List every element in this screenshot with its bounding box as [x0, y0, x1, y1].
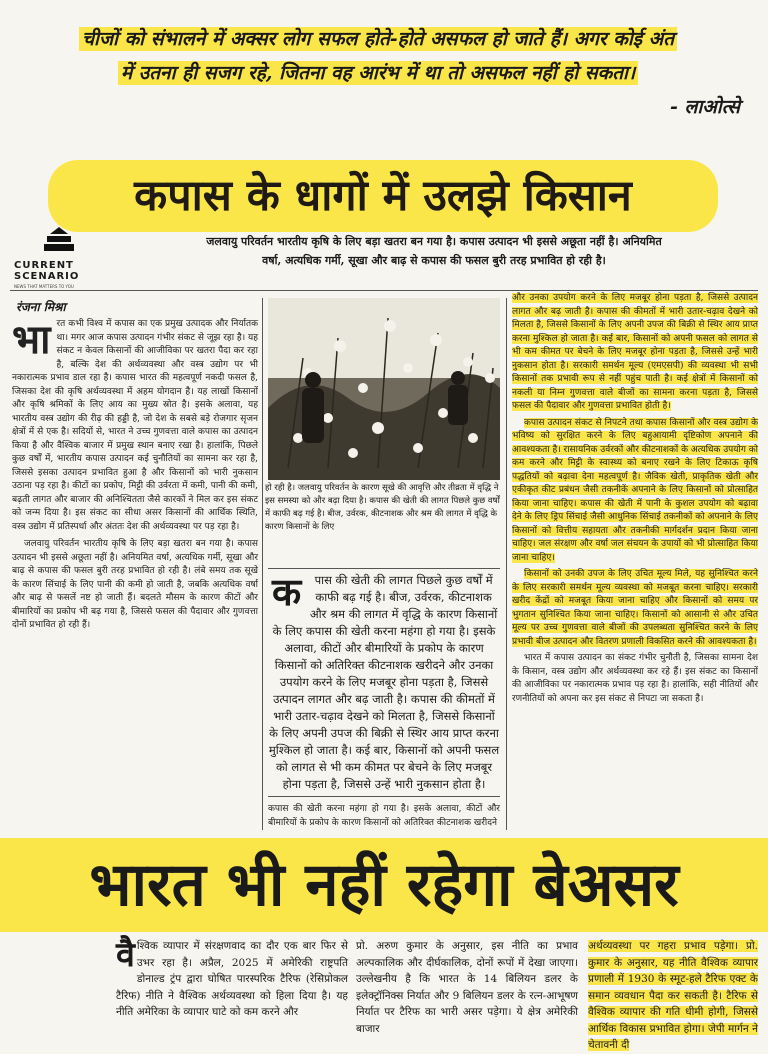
- quote-author: - लाओत्से: [669, 96, 740, 118]
- column-divider: [506, 298, 507, 830]
- deck-line-1: जलवायु परिवर्तन भारतीय कृषि के लिए बड़ा खतरा बन गया है। कपास उत्पादन भी इससे अछूता नहीं है। अनियमित: [206, 235, 662, 248]
- article-column-1: [12, 318, 258, 832]
- article-column-3: [512, 292, 758, 832]
- cotton-field-image: [268, 298, 500, 480]
- column-1-para-1: रत कभी विश्व में कपास का एक प्रमुख उत्पादक और निर्यातक था। मगर आज कपास उत्पादन गंभीर संकट से जूझ रहा है। यह संकट न केवल किसानों की आजीविका पर खतरा पैदा कर रहा है, बल्कि देश की अर्थव्यवस्था और वस्त्र उद्योग पर भी नकारात्मक प्रभाव डाल रहा है। कपास भारत की महत्वपूर्ण नकदी फसल है, जिसका देश की कृषि अर्थव्यवस्था में अहम योगदान है। यह लाखों किसानों और कृषि श्रमिकों के लिए आय का मुख्य स्रोत है। इसके अलावा, यह भारतीय वस्त्र उद्योग की रीढ़ की हड्डी है, जो देश के सबसे बड़े रोजगार सृजन क्षेत्रों में से एक है। सदियों से, भारत ने उच्च गुणवत्ता वाले कपास का उत्पादन किया है और वैश्विक बाजार में प्रमुख स्थान बनाए रखा है। हालांकि, पिछले कुछ वर्षों में, भारतीय कपास उत्पादन कई चुनौतियों का सामना कर रहा है, जिससे इसका उत्पादन प्रभावित हुआ है और किसानों को भारी नुकसान उठाना पड़ रहा है। कीटों का प्रकोप, मिट्टी की उर्वरता में कमी, पानी की कमी, बढ़ती लागत और बाजार की अनिश्चितता जैसे कारकों ने मिल कर इस संकट को जन्म दिया है। इस संकट का सीधा असर किसानों की आर्थिक स्थिति, वस्त्र उद्योग में प्रतिस्पर्धा और अंततः देश की अर्थव्यवस्था पर पड़ रहा है।: [12, 319, 258, 532]
- column-divider: [262, 298, 263, 830]
- divider: [268, 568, 500, 569]
- quote-line-1: चीजों को संभालने में अक्सर लोग सफल होते-होते असफल हो जाते हैं। अगर कोई अंत: [79, 27, 677, 51]
- drop-cap: भा: [12, 316, 51, 363]
- second-headline-banner: [0, 838, 768, 932]
- column-2-bottom-text: कपास की खेती करना महंगा हो गया है। इसके अलावा, कीटों और बीमारियों के प्रकोप के कारण किसानों को अतिरिक्त कीटनाशक खरीदने: [268, 804, 500, 828]
- column-1-para-2: जलवायु परिवर्तन भारतीय कृषि के लिए बड़ा खतरा बन गया है। कपास उत्पादन भी इससे अछूता नहीं है। अनियमित वर्षा, अत्यधिक गर्मी, सूखा और बाढ़ से कपास की फसल बुरी तरह प्रभावित हो रही है। लंबे समय तक सूखे के कारण सिंचाई के लिए पानी की कमी हो जाती है, जबकि अत्यधिक वर्षा और बाढ़ से फसलें नष्ट हो जाती हैं। बदलते मौसम के कारण कीटों और बीमारियों का प्रकोप भी बढ़ गया है, जिससे फसल की पैदावार और गुणवत्ता दोनों प्रभावित हो रही हैं।: [12, 539, 258, 630]
- pull-quote-text: पास की खेती की लागत पिछले कुछ वर्षों में काफी बढ़ गई है। बीज, उर्वरक, कीटनाशक और श्रम की लागत में वृद्धि के कारण किसानों के लिए कपास की खेती करना महंगा हो गया है। इसके अलावा, कीटों और बीमारियों के प्रकोप के कारण किसानों को अतिरिक्त कीटनाशक खरीदने और उनका उपयोग करने के लिए मजबूर होना पड़ता है, जिससे उत्पादन लागत और बढ़ जाती है। कपास की कीमतों में भारी उतार-चढ़ाव देखने को मिलता है, जिससे किसानों के लिए अपनी उपज की बिक्री से स्थिर आय प्राप्त करना मुश्किल हो जाता है। कई बार, किसानों को अपनी फसल को लागत से भी कम कीमत पर बेचने के लिए मजबूर होना पड़ता है, जिससे उन्हें भारी नुकसान होता है।: [268, 573, 500, 791]
- main-headline-banner: [48, 160, 718, 232]
- current-scenario-logo: [14, 224, 104, 290]
- deck-line-2: वर्षा, अत्यधिक गर्मी, सूखा और बाढ़ से कपास की फसल बुरी तरह प्रभावित हो रही है।: [262, 254, 606, 267]
- bottom-column-1-text: श्विक व्यापार में संरक्षणवाद का दौर एक बार फिर से उभर रहा है। अप्रैल, 2025 में अमेरिकी राष्ट्रपति डोनाल्ड ट्रंप द्वारा घोषित पारस्परिक टैरिफ (रेसिप्रोकल टैरिफ) नीति ने वैश्विक अर्थव्यवस्था को हिला दिया है। यह नीति अमेरिका के व्यापार घाटे को कम करने और: [116, 940, 348, 1018]
- author-byline: रंजना मिश्रा: [16, 300, 66, 314]
- divider: [10, 290, 758, 291]
- bottom-column-2: प्रो. अरुण कुमार के अनुसार, इस नीति का प्रभाव अल्पकालिक और दीर्घकालिक, दोनों रूपों में देखा जाएगा। उल्लेखनीय है कि भारत के 14 बिलियन डलर के इलेक्ट्रॉनिक्स निर्यात और 9 बिलियन डलर के रत्न-आभूषण निर्यात पर टैरिफ का भारी असर पड़ेगा। ये क्षेत्र अमेरिकी बाजार: [356, 940, 578, 1035]
- quote-line-2: में उतना ही सजग रहे, जितना वह आरंभ में था तो असफल नहीं हो सकता।: [118, 61, 638, 85]
- bottom-drop-cap: वै: [116, 935, 135, 975]
- bottom-column-1: [116, 935, 348, 1024]
- quote-box: [0, 0, 768, 125]
- pull-quote: [268, 569, 500, 793]
- quote-text: [8, 22, 748, 90]
- second-headline: भारत भी नहीं रहेगा बेअसर: [89, 850, 679, 920]
- column-3-para-4: भारत में कपास उत्पादन का संकट गंभीर चुनौती है, जिसका सामना देश के किसान, वस्त्र उद्योग और अर्थव्यवस्था कर रहे हैं। इस संकट का किसानों की आजीविका पर नकारात्मक प्रभाव पड़ रहा है। हालांकि, सही नीतियों और रणनीतियों को अपना कर इस संकट से निपटा जा सकता है।: [512, 653, 758, 704]
- pull-quote-drop-cap: क: [272, 569, 302, 614]
- divider: [268, 796, 500, 797]
- logo-name: CURRENT SCENARIO: [14, 260, 80, 282]
- cotton-farmer-photo: [268, 298, 500, 480]
- column-3-para-3: किसानों को उनकी उपज के लिए उचित मूल्य मिले, यह सुनिश्चित करने के लिए सरकारी समर्थन मूल्य व्यवस्था को मजबूत करना चाहिए। सरकारी खरीद केंद्रों को मजबूत किया जाना चाहिए और किसानों को समय पर भुगतान सुनिश्चित किया जाना चाहिए। किसानों को आसानी से और उचित मूल्य पर उच्च गुणवत्ता वाले बीजों की उपलब्धता सुनिश्चित करने के लिए प्रभावी बीज उत्पादन और वितरण प्रणाली विकसित करने की आवश्यकता है।: [512, 569, 758, 647]
- books-icon: [42, 224, 76, 254]
- main-headline: कपास के धागों में उलझे किसान: [134, 171, 632, 221]
- logo-tagline: NEWS THAT MATTERS TO YOU: [14, 284, 74, 289]
- photo-caption: हो रही है। जलवायु परिवर्तन के कारण सूखे की आवृत्ति और तीव्रता में वृद्धि ने इस समस्या को और बढ़ा दिया है। कपास की खेती की लागत पिछले कुछ वर्षों में काफी बढ़ गई है। बीज, उर्वरक, कीटनाशक और श्रम की लागत में वृद्धि के कारण किसानों के लिए: [265, 483, 500, 532]
- column-3-para-1: और उनका उपयोग करने के लिए मजबूर होना पड़ता है, जिससे उत्पादन लागत और बढ़ जाती है। कपास की कीमतों में भारी उतार-चढ़ाव देखने को मिलता है, जिससे किसानों के लिए अपनी उपज की बिक्री से स्थिर आय प्राप्त करना मुश्किल हो जाता है। कई बार, किसानों को अपनी फसल को लागत से भी कम कीमत पर बेचने के लिए मजबूर होना पड़ता है, जिससे उन्हें भारी नुकसान होता है। सरकारी समर्थन मूल्य (एमएसपी) की व्यवस्था भी सभी किसानों तक प्रभावी रूप से नहीं पहुंच पाती है। कई क्षेत्रों में किसानों को नकली या निम्न गुणवत्ता वाले बीजों का सामना करना पड़ता है, जिससे फसल की पैदावार और गुणवत्ता प्रभावित होती है।: [512, 293, 758, 411]
- article-deck: [130, 232, 738, 270]
- column-3-para-2: कपास उत्पादन संकट से निपटने तथा कपास किसानों और वस्त्र उद्योग के भविष्य को सुरक्षित करने के लिए बहुआयामी दृष्टिकोण अपनाने की आवश्यकता है। रासायनिक उर्वरकों और कीटनाशकों के अत्यधिक उपयोग को कम करने और मिट्टी के स्वास्थ्य को बनाए रखने के लिए टिकाऊ कृषि पद्धतियों को बढ़ावा देना महत्वपूर्ण है। जैविक खेती, प्राकृतिक खेती और एकीकृत कीट प्रबंधन जैसी तकनीकें अपनाने के लिए किसानों को प्रोत्साहित किया जाना चाहिए। कपास की खेती में पानी के कुशल उपयोग को बढ़ावा देने के लिए ड्रिप सिंचाई जैसी आधुनिक सिंचाई तकनीकों को अपनाने के लिए किसानों को वित्तीय सहायता और तकनीकी मार्गदर्शन प्रदान किया जाना चाहिए। जल संरक्षण और वर्षा जल संचयन के उपायों को भी प्रोत्साहित किया जाना चाहिए।: [512, 417, 758, 563]
- bottom-column-3: [588, 938, 758, 1051]
- bottom-column-3-text: अर्थव्यवस्था पर गहरा प्रभाव पड़ेगा। प्रो. कुमार के अनुसार, यह नीति वैश्विक व्यापार प्रणाली में 1930 के स्मूट-हले टैरिफ एक्ट के समान व्यवधान पैदा कर सकती है। टैरिफ से वैश्विक व्यापार की गति धीमी होगी, जिससे आर्थिक विकास प्रभावित होगा। जेपी मार्गन ने चेतावनी दी: [588, 940, 758, 1051]
